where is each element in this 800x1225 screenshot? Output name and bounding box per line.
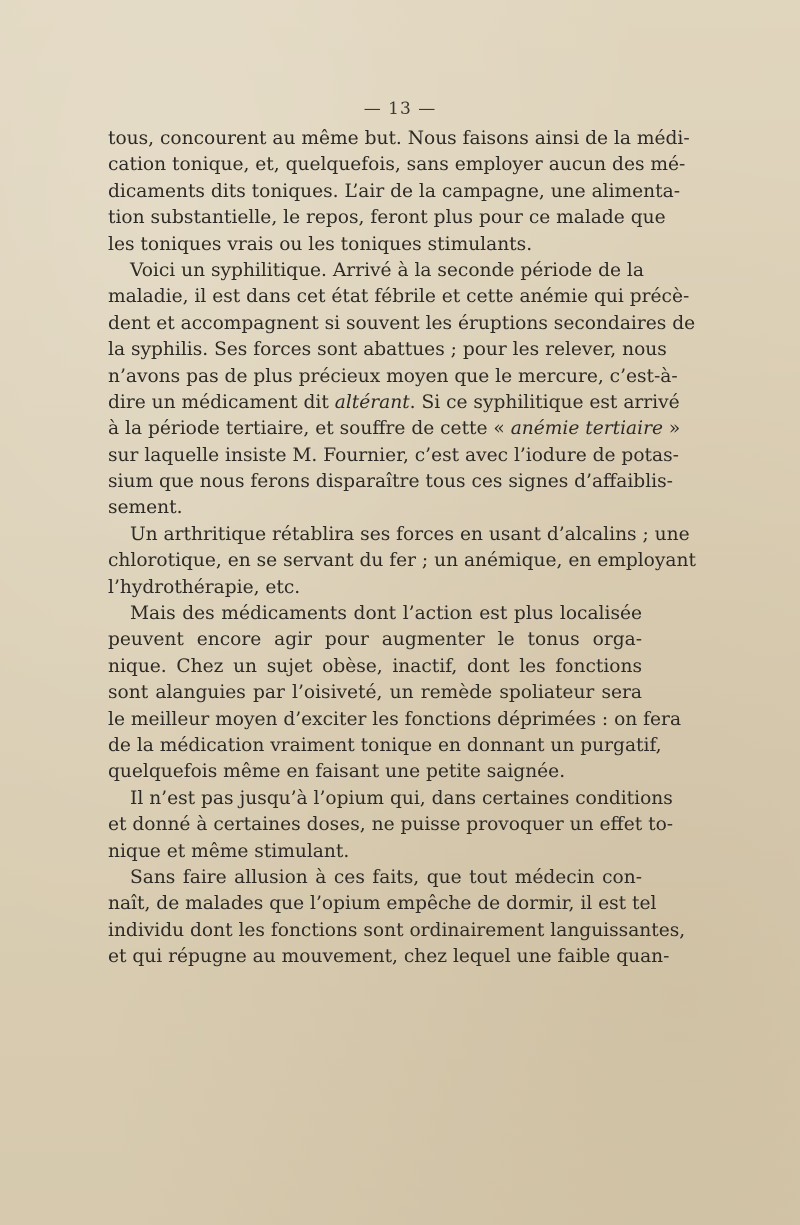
text-line: tous, concourent au même but. Nous faisons ainsi de la médi- [108,128,690,149]
text-line: dicaments dits toniques. L’air de la campagne, une alimenta- [108,180,680,202]
text-line: dent et accompagnent si souvent les éruptions secondaires de [108,312,696,334]
paragraph [108,786,674,865]
paragraph [108,258,696,522]
text-line: Sans faire allusion à ces faits, que tout médecin con- [130,866,642,888]
text-line: cation tonique, et, quelquefois, sans employer aucun des mé- [108,154,686,176]
text-line: Mais des médicaments dont l’action est plus localisée [130,603,642,625]
text-line: l’hydrothérapie, etc. [108,576,301,598]
text-line: sur laquelle insiste M. Fournier, c’est avec l’iodure de potas- [108,444,679,466]
text-line: chlorotique, en se servant du fer ; un anémique, en employant [108,550,696,572]
text-line: nique et même stimulant. [108,840,350,862]
text-line: individu dont les fonctions sont ordinairement languissantes, [108,919,686,941]
text-line: nique. Chez un sujet obèse, inactif, dont les fonctions [108,655,642,677]
text-line: n’avons pas de plus précieux moyen que le mercure, c’est-à- [108,365,678,387]
paragraph [108,865,686,971]
text-line: sium que nous ferons disparaître tous ces signes d’affaiblis- [108,471,673,493]
text-line: sont alanguies par l’oisiveté, un remède spoliateur sera [108,682,642,704]
text-line: naît, de malades que l’opium empêche de dormir, il est tel [108,893,657,915]
paragraph [108,522,696,601]
body-text [108,126,696,971]
text-line: le meilleur moyen d’exciter les fonctions déprimées : on fera [108,708,682,730]
text-line: les toniques vrais ou les toniques stimulants. [108,233,533,255]
paragraph [108,601,682,786]
text-line: Voici un syphilitique. Arrivé à la seconde période de la [130,259,644,281]
paragraph [108,126,690,258]
text-line: à la période tertiaire, et souffre de cette « anémie tertiaire » [108,418,681,440]
text-line: dire un médicament dit altérant. Si ce syphilitique est arrivé [108,391,680,413]
text-line: Un arthritique rétablira ses forces en usant d’alcalins ; une [130,523,690,545]
text-line: tion substantielle, le repos, feront plus pour ce malade que [108,207,666,229]
text-line: de la médication vraiment tonique en donnant un purgatif, [108,734,662,756]
page-number: — 13 — [363,99,437,119]
text-line: la syphilis. Ses forces sont abattues ; pour les relever, nous [108,339,667,361]
text-line: sement. [108,497,183,519]
text-line: et qui répugne au mouvement, chez lequel une faible quan- [108,946,670,968]
text-line: peuvent encore agir pour augmenter le tonus orga- [108,629,642,651]
text-line: et donné à certaines doses, ne puisse provoquer un effet to- [108,814,674,836]
text-line: Il n’est pas jusqu’à l’opium qui, dans certaines conditions [130,787,673,809]
text-line: quelquefois même en faisant une petite saignée. [108,761,566,783]
text-line: maladie, il est dans cet état fébrile et cette anémie qui précè- [108,286,690,308]
